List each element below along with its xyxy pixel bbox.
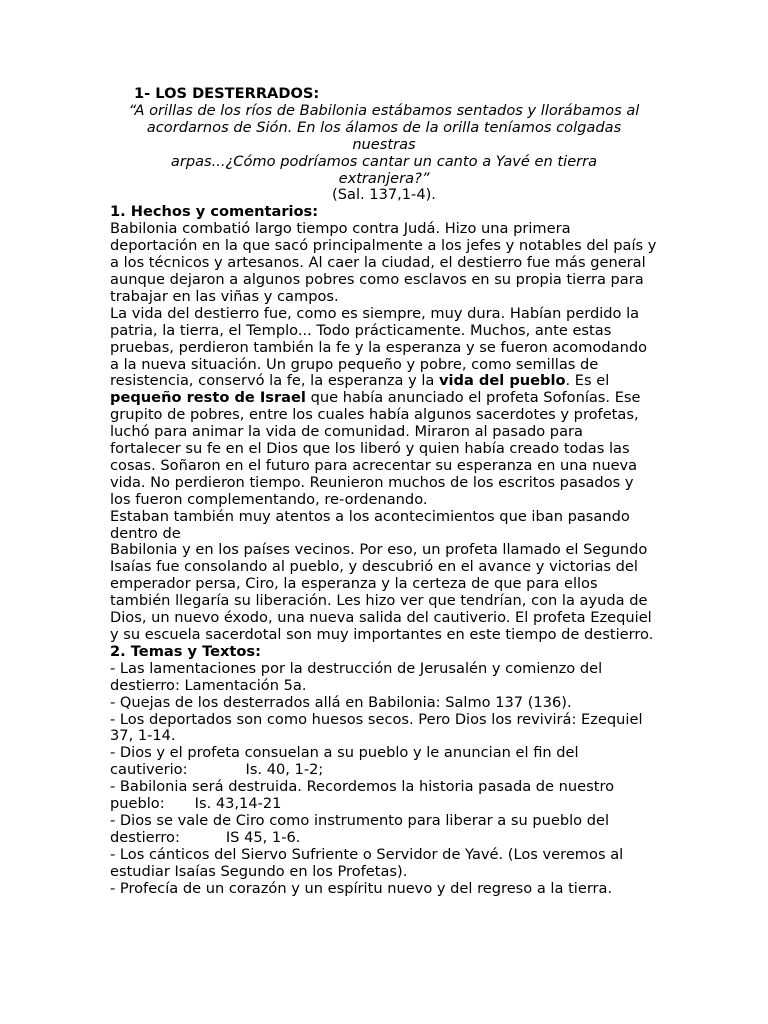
bold-phrase: pequeño resto de Israel (110, 389, 306, 407)
quote-line: acordarnos de Sión. En los álamos de la orilla teníamos colgadas (146, 118, 622, 136)
list-item-text: - Babilonia será destruida. Recordemos la historia pasada de nuestro pueblo: (110, 778, 615, 813)
list-item: - Los deportados son como huesos secos. Pero Dios los revivirá: Ezequiel 37, 1-14. (110, 710, 643, 745)
psalm-quote (110, 103, 658, 188)
list-item: - Quejas de los desterrados allá en Babilonia: Salmo 137 (136). (110, 693, 572, 711)
quote-line: extranjera?” (338, 169, 430, 187)
paragraph: Estaban también muy atentos a los acontecimientos que iban pasando dentro de (110, 507, 630, 542)
document-heading: 1- LOS DESTERRADOS: (134, 85, 320, 102)
quote-line: “A orillas de los ríos de Babilonia estábamos sentados y llorábamos al (128, 101, 640, 119)
section-title-hechos: 1. Hechos y comentarios: (110, 203, 319, 221)
list-item: - Las lamentaciones por la destrucción de Jerusalén y comienzo del destierro: Lamentación 5a. (110, 659, 603, 694)
paragraph: Babilonia combatió largo tiempo contra Judá. Hizo una primera deportación en la que sacó principalmente a los jefes y notables del país y a los técnicos y artesanos. Al caer la ciudad, el destierro fue más general aunque dejaron a algunos pobres como esclavos en su propia tierra para trabajar en las viñas y campos. (110, 220, 657, 305)
paragraph (110, 306, 658, 509)
quote-line: arpas...¿Cómo podríamos cantar un canto a Yavé en tierra (170, 152, 598, 170)
quote-line: nuestras (352, 135, 416, 153)
section-title-temas: 2. Temas y Textos: (110, 642, 261, 660)
list-item: - Los cánticos del Siervo Sufriente o Servidor de Yavé. (Los veremos al estudiar Isaías Segundo en los Profetas). (110, 845, 624, 880)
list-item (110, 813, 658, 847)
scripture-reference: Is. 43,14-21 (194, 795, 282, 813)
list-item-text: - Dios se vale de Ciro como instrumento para liberar a su pueblo del destierro: (110, 811, 610, 846)
scripture-reference: Is. 40, 1-2; (245, 761, 324, 779)
bold-phrase: vida del pueblo (439, 372, 566, 390)
paragraph-text: que había anunciado el profeta Sofonías. Ese grupito de pobres, entre los cuales había algunos sacerdotes y profetas, luchó para animar la vida de comunidad. Miraron al pasado para fortalecer su fe en el Dios que los liberó y quien había creado todas las cosas. Soñaron en el futuro para acrecentar su esperanza en una nueva vida. No perdieron tiempo. Reunieron muchos de los escritos pasados y los fueron complementando, re-ordenando. (110, 389, 641, 508)
list-item-text: - Dios y el profeta consuelan a su pueblo y le anuncian el fin del cautiverio: (110, 744, 579, 779)
paragraph-text: La vida del destierro fue, como es siempre, muy dura. Habían perdido la patria, la tierra, el Templo... Todo prácticamente. Muchos, ante estas pruebas, perdieron también la fe y la esperanza y se fueron acomodando a la nueva situación. Un grupo pequeño y pobre, como semillas de resistencia, conservó la fe, la esperanza y la (110, 304, 648, 390)
paragraph-text: . Es el (565, 372, 610, 390)
paragraph: Babilonia y en los países vecinos. Por eso, un profeta llamado el Segundo Isaías fue consolando al pueblo, y descubrió en el avance y victorias del emperador persa, Ciro, la esperanza y la certeza de que para ellos también llegaría su liberación. Les hizo ver que tendrían, con la ayuda de Dios, un nuevo éxodo, una nueva salida del cautiverio. El profeta Ezequiel y su escuela sacerdotal son muy importantes en este tiempo de destierro. (110, 541, 654, 643)
scripture-reference: IS 45, 1-6. (225, 828, 301, 846)
list-item (110, 745, 658, 779)
list-item (110, 779, 658, 813)
document-page (110, 86, 658, 898)
list-item: - Profecía de un corazón y un espíritu nuevo y del regreso a la tierra. (110, 879, 613, 897)
quote-reference: (Sal. 137,1-4). (332, 186, 436, 204)
